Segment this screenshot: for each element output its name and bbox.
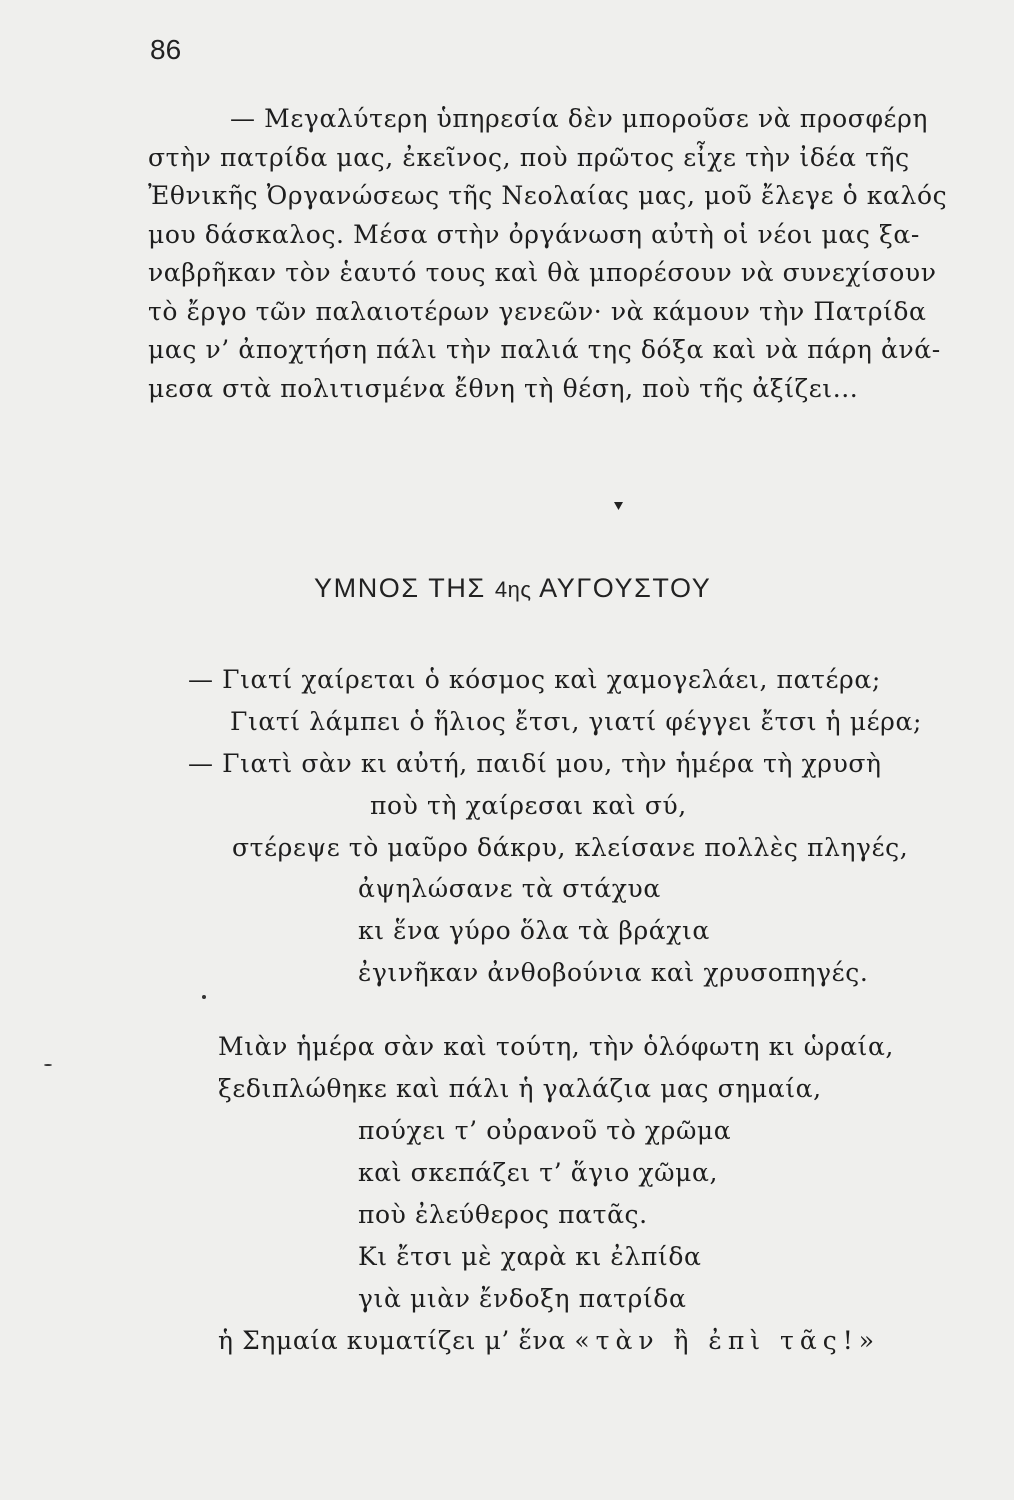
poem-line: ἐγινῆκαν ἀνθοβούνια καὶ χρυσοπηγές. (358, 958, 869, 987)
prose-line: Ἐθνικῆς Ὀργανώσεως τῆς Νεολαίας μας, μοῦ ἔλεγε ὁ καλός (148, 181, 948, 210)
poem-line: κι ἕνα γύρο ὅλα τὰ βράχια (358, 916, 710, 945)
hymn-title-start: ΥΜΝΟΣ ΤΗΣ (314, 573, 486, 603)
poem-line: ξεδιπλώθηκε καὶ πάλι ἡ γαλάζια μας σημαία, (218, 1074, 822, 1103)
hymn-title (314, 573, 711, 604)
poem-line-text: ἡ Σημαία κυματίζει μ’ ἕνα (218, 1326, 566, 1355)
prose-line: μεσα στὰ πολιτισμένα ἔθνη τὴ θέση, ποὺ τῆς ἀξίζει... (148, 373, 859, 403)
print-speck (202, 995, 206, 999)
prose-line: μας ν’ ἀποχτήση πάλι τὴν παλιά της δόξα καὶ νὰ πάρη ἀνά- (148, 335, 941, 364)
poem-line: — Γιατὶ σὰν κι αὐτή, παιδί μου, τὴν ἡμέρα τὴ χρυσὴ (188, 749, 882, 778)
poem-line: ἀψηλώσανε τὰ στάχυα (358, 874, 661, 903)
hymn-title-number: 4ης (494, 577, 532, 602)
poem-line: Γιατί λάμπει ὁ ἥλιος ἔτσι, γιατί φέγγει ἔτσι ἡ μέρα; (230, 707, 922, 736)
poem-line: ποὺ τὴ χαίρεσαι καὶ σύ, (370, 791, 687, 820)
poem-line: πούχει τ’ οὐρανοῦ τὸ χρῶμα (358, 1116, 732, 1145)
poem-line: — Γιατί χαίρεται ὁ κόσμος καὶ χαμογελάει, πατέρα; (188, 665, 881, 694)
poem-line: ποὺ ἐλεύθερος πατᾶς. (358, 1200, 648, 1229)
poem-line-final (218, 1326, 880, 1356)
print-speck (44, 1064, 52, 1066)
hymn-title-end: ΑΥΓΟΥΣΤΟΥ (539, 573, 712, 603)
closing-phrase: «τὰν ἢ ἐπὶ τᾶς!» (574, 1326, 881, 1355)
poem-line: Κι ἔτσι μὲ χαρὰ κι ἐλπίδα (358, 1242, 702, 1271)
poem-line: στέρεψε τὸ μαῦρο δάκρυ, κλείσανε πολλὲς πληγές, (232, 833, 909, 862)
poem-line: Μιὰν ἡμέρα σὰν καὶ τούτη, τὴν ὁλόφωτη κι ὡραία, (218, 1032, 894, 1061)
prose-line: τὸ ἔργο τῶν παλαιοτέρων γενεῶν· νὰ κάμουν τὴν Πατρίδα (148, 296, 927, 326)
page-number: 86 (150, 34, 182, 65)
prose-paragraph (148, 100, 1014, 408)
prose-line: στὴν πατρίδα μας, ἐκεῖνος, ποὺ πρῶτος εἶχε τὴν ἰδέα τῆς (148, 142, 910, 172)
poem-line: γιὰ μιὰν ἔνδοξη πατρίδα (358, 1284, 687, 1313)
prose-line: μου δάσκαλος. Μέσα στὴν ὀργάνωση αὐτὴ οἱ νέοι μας ξα- (148, 219, 920, 249)
poem-line: καὶ σκεπάζει τ’ ἅγιο χῶμα, (358, 1158, 719, 1187)
prose-line: ναβρῆκαν τὸν ἑαυτό τους καὶ θὰ μπορέσουν νὰ συνεχίσουν (148, 258, 937, 287)
section-separator-mark (614, 502, 623, 510)
prose-line: — Μεγαλύτερη ὑπηρεσία δὲν μποροῦσε νὰ προσφέρη (230, 104, 928, 133)
